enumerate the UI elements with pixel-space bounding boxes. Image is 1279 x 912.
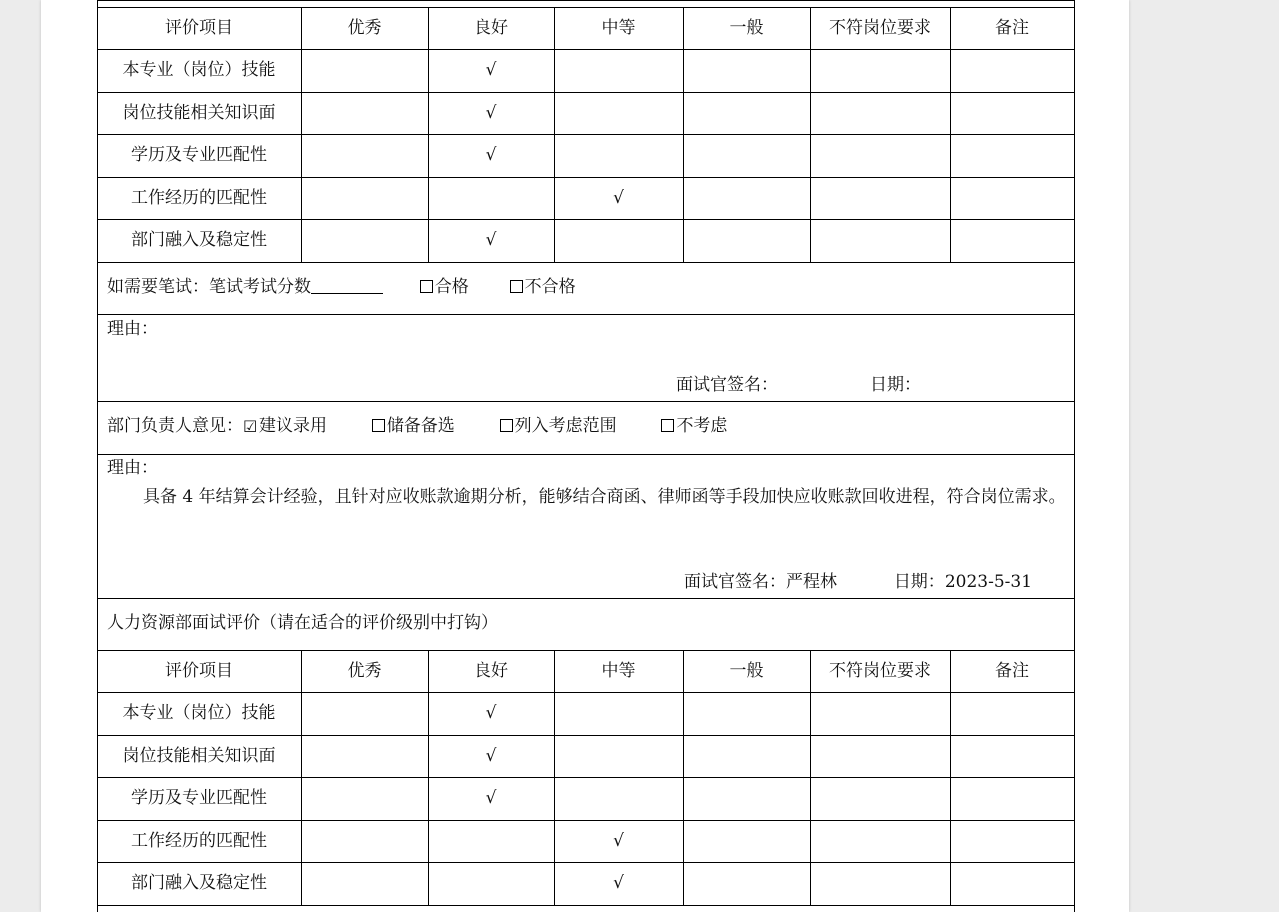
check-mark-icon: √ — [485, 145, 497, 165]
table1-rating-cell[interactable] — [950, 177, 1074, 219]
table1-rating-cell[interactable] — [301, 92, 428, 134]
check-mark-icon: √ — [485, 788, 497, 808]
table1-rating-cell[interactable] — [428, 219, 554, 262]
check-mark-icon: √ — [485, 745, 497, 766]
table1-rating-cell[interactable] — [301, 177, 428, 219]
table2-rating-cell[interactable] — [554, 735, 683, 777]
table2-rating-cell[interactable] — [301, 862, 428, 905]
table1-rating-cell[interactable] — [950, 92, 1074, 134]
reason-1-signer-label: 面试官签名： — [676, 375, 778, 395]
table2-rating-cell[interactable] — [428, 862, 554, 905]
table2-item-cell: 工作经历的匹配性 — [131, 830, 267, 851]
table1-header-cell: 备注 — [995, 17, 1029, 38]
table1-rating-cell[interactable] — [301, 49, 428, 92]
option-recommend-label: 建议录用 — [259, 416, 327, 436]
fail-label: 不合格 — [524, 277, 576, 297]
table2-rating-cell[interactable] — [810, 692, 950, 735]
table1-rating-cell[interactable] — [428, 177, 554, 219]
table2-rating-cell[interactable] — [683, 862, 810, 905]
table2-rating-cell[interactable] — [428, 735, 554, 777]
table1-header-cell: 良好 — [474, 17, 508, 38]
check-mark-icon: √ — [613, 187, 624, 208]
table1-rating-cell[interactable] — [554, 177, 683, 219]
reason-2-body: 具备 4 年结算会计经验，且针对应收账款逾期分析，能够结合商函、律师函等手段加快应收账款回收进程，符合岗位需求。 — [143, 487, 1066, 507]
table2-header-cell: 一般 — [729, 660, 764, 681]
table2-rating-cell[interactable] — [428, 777, 554, 820]
document-page — [41, 0, 1129, 912]
table2-rating-cell[interactable] — [301, 735, 428, 777]
check-mark-icon: √ — [485, 102, 497, 123]
option-reject-checkbox[interactable] — [661, 419, 674, 432]
fail-checkbox[interactable] — [510, 280, 523, 293]
option-recommend-checkbox[interactable]: ☑ — [243, 417, 258, 436]
table1-rating-cell[interactable] — [683, 92, 810, 134]
reason-2-signer: 严程林 — [786, 572, 837, 592]
reason-2-signer-row — [684, 574, 1032, 591]
table2-rating-cell[interactable] — [683, 820, 810, 862]
table1-rating-cell[interactable] — [428, 49, 554, 92]
table1-rating-cell[interactable] — [810, 177, 950, 219]
table2-header-cell: 评价项目 — [165, 660, 233, 681]
section-divider — [97, 314, 1074, 315]
table2-rating-cell[interactable] — [950, 862, 1074, 905]
table2-rating-cell[interactable] — [554, 820, 683, 862]
table1-item-cell: 岗位技能相关知识面 — [122, 102, 276, 123]
table1-rating-cell[interactable] — [428, 134, 554, 177]
table1-header-cell: 优秀 — [347, 17, 382, 38]
table1-header-cell: 评价项目 — [165, 17, 233, 38]
table1-rating-cell[interactable] — [554, 219, 683, 262]
table2-rating-cell[interactable] — [683, 735, 810, 777]
written-test-label: 如需要笔试：笔试考试分数 — [107, 277, 311, 297]
table2-item-cell: 岗位技能相关知识面 — [122, 745, 276, 766]
option-reserve-label: 储备备选 — [386, 416, 455, 436]
table2-row-line — [97, 905, 1074, 906]
table1-item-cell: 部门融入及稳定性 — [131, 230, 267, 250]
dept-opinion-row — [107, 418, 727, 435]
table2-rating-cell[interactable] — [428, 820, 554, 862]
table1-rating-cell[interactable] — [554, 134, 683, 177]
option-consider-checkbox[interactable] — [500, 419, 513, 432]
table2-rating-cell[interactable] — [810, 735, 950, 777]
table1-rating-cell[interactable] — [810, 49, 950, 92]
table1-rating-cell[interactable] — [683, 177, 810, 219]
table1-rating-cell[interactable] — [301, 219, 428, 262]
option-reject-label: 不考虑 — [676, 416, 728, 436]
table1-rating-cell[interactable] — [683, 49, 810, 92]
table1-col-line — [1074, 7, 1075, 262]
table1-rating-cell[interactable] — [554, 92, 683, 134]
check-mark-icon: √ — [485, 703, 497, 723]
reason-2-date-label: 日期： — [893, 572, 945, 592]
table2-header-cell: 优秀 — [347, 660, 382, 681]
table1-rating-cell[interactable] — [810, 92, 950, 134]
reason-2-signer-label: 面试官签名： — [684, 572, 786, 592]
form-border — [97, 262, 98, 650]
section-divider — [97, 0, 1074, 1]
option-consider-label: 列入考虑范围 — [514, 416, 617, 436]
table2-header-cell: 中等 — [601, 660, 636, 681]
table2-rating-cell[interactable] — [301, 777, 428, 820]
pass-checkbox[interactable] — [420, 280, 433, 293]
table2-rating-cell[interactable] — [950, 820, 1074, 862]
reason-1-label: 理由： — [107, 319, 158, 339]
table1-item-cell: 学历及专业匹配性 — [131, 145, 267, 165]
table2-header-cell: 备注 — [995, 660, 1029, 681]
table1-rating-cell[interactable] — [301, 134, 428, 177]
table2-rating-cell[interactable] — [810, 862, 950, 905]
option-reserve-checkbox[interactable] — [372, 419, 385, 432]
form-border — [1074, 905, 1075, 912]
table1-header-cell: 中等 — [601, 17, 636, 38]
table2-rating-cell[interactable] — [810, 820, 950, 862]
check-mark-icon: √ — [485, 60, 497, 80]
table1-header-cell: 不符岗位要求 — [829, 17, 931, 38]
table2-header-cell: 良好 — [474, 660, 508, 681]
table2-rating-cell[interactable] — [554, 777, 683, 820]
score-blank[interactable] — [311, 279, 383, 294]
table1-rating-cell[interactable] — [950, 219, 1074, 262]
table2-rating-cell[interactable] — [301, 692, 428, 735]
table2-col-line — [1074, 650, 1075, 905]
check-mark-icon: √ — [613, 873, 624, 893]
table2-rating-cell[interactable] — [301, 820, 428, 862]
table1-item-cell: 工作经历的匹配性 — [131, 187, 267, 208]
section-divider — [97, 454, 1074, 455]
table2-rating-cell[interactable] — [810, 777, 950, 820]
table1-rating-cell[interactable] — [683, 219, 810, 262]
check-mark-icon: √ — [613, 830, 624, 851]
table2-header-cell: 不符岗位要求 — [829, 660, 931, 681]
evaluation-form — [97, 0, 1074, 912]
table1-rating-cell[interactable] — [950, 134, 1074, 177]
check-mark-icon: √ — [485, 230, 497, 250]
table2-rating-cell[interactable] — [554, 692, 683, 735]
table2-rating-cell[interactable] — [683, 692, 810, 735]
table2-rating-cell[interactable] — [428, 692, 554, 735]
form-border — [1074, 262, 1075, 650]
written-test-row — [107, 279, 576, 296]
table1-item-cell: 本专业（岗位）技能 — [122, 60, 276, 80]
section-divider — [97, 401, 1074, 402]
table2-rating-cell[interactable] — [950, 692, 1074, 735]
table2-rating-cell[interactable] — [554, 862, 683, 905]
table1-rating-cell[interactable] — [810, 219, 950, 262]
table2-item-cell: 部门融入及稳定性 — [131, 873, 267, 893]
table2-rating-cell[interactable] — [683, 777, 810, 820]
reason-2-label: 理由： — [107, 458, 158, 478]
form-border — [1074, 0, 1075, 7]
pass-label: 合格 — [434, 277, 469, 297]
table1-row-line — [97, 262, 1074, 263]
table2-rating-cell[interactable] — [950, 777, 1074, 820]
reason-2-date: 2023-5-31 — [944, 572, 1033, 592]
table2-rating-cell[interactable] — [950, 735, 1074, 777]
reason-1-date-label: 日期： — [870, 375, 921, 395]
table1-rating-cell[interactable] — [950, 49, 1074, 92]
hr-section-title: 人力资源部面试评价（请在适合的评价级别中打钩） — [107, 613, 498, 633]
table1-header-cell: 一般 — [729, 17, 764, 38]
table2-item-cell: 学历及专业匹配性 — [131, 788, 267, 808]
form-border — [97, 905, 98, 912]
dept-opinion-label: 部门负责人意见： — [107, 416, 243, 436]
section-divider — [97, 598, 1074, 599]
form-border — [97, 0, 98, 7]
table1-rating-cell[interactable] — [683, 134, 810, 177]
table1-rating-cell[interactable] — [428, 92, 554, 134]
table2-item-cell: 本专业（岗位）技能 — [122, 703, 276, 723]
table1-rating-cell[interactable] — [554, 49, 683, 92]
table1-rating-cell[interactable] — [810, 134, 950, 177]
